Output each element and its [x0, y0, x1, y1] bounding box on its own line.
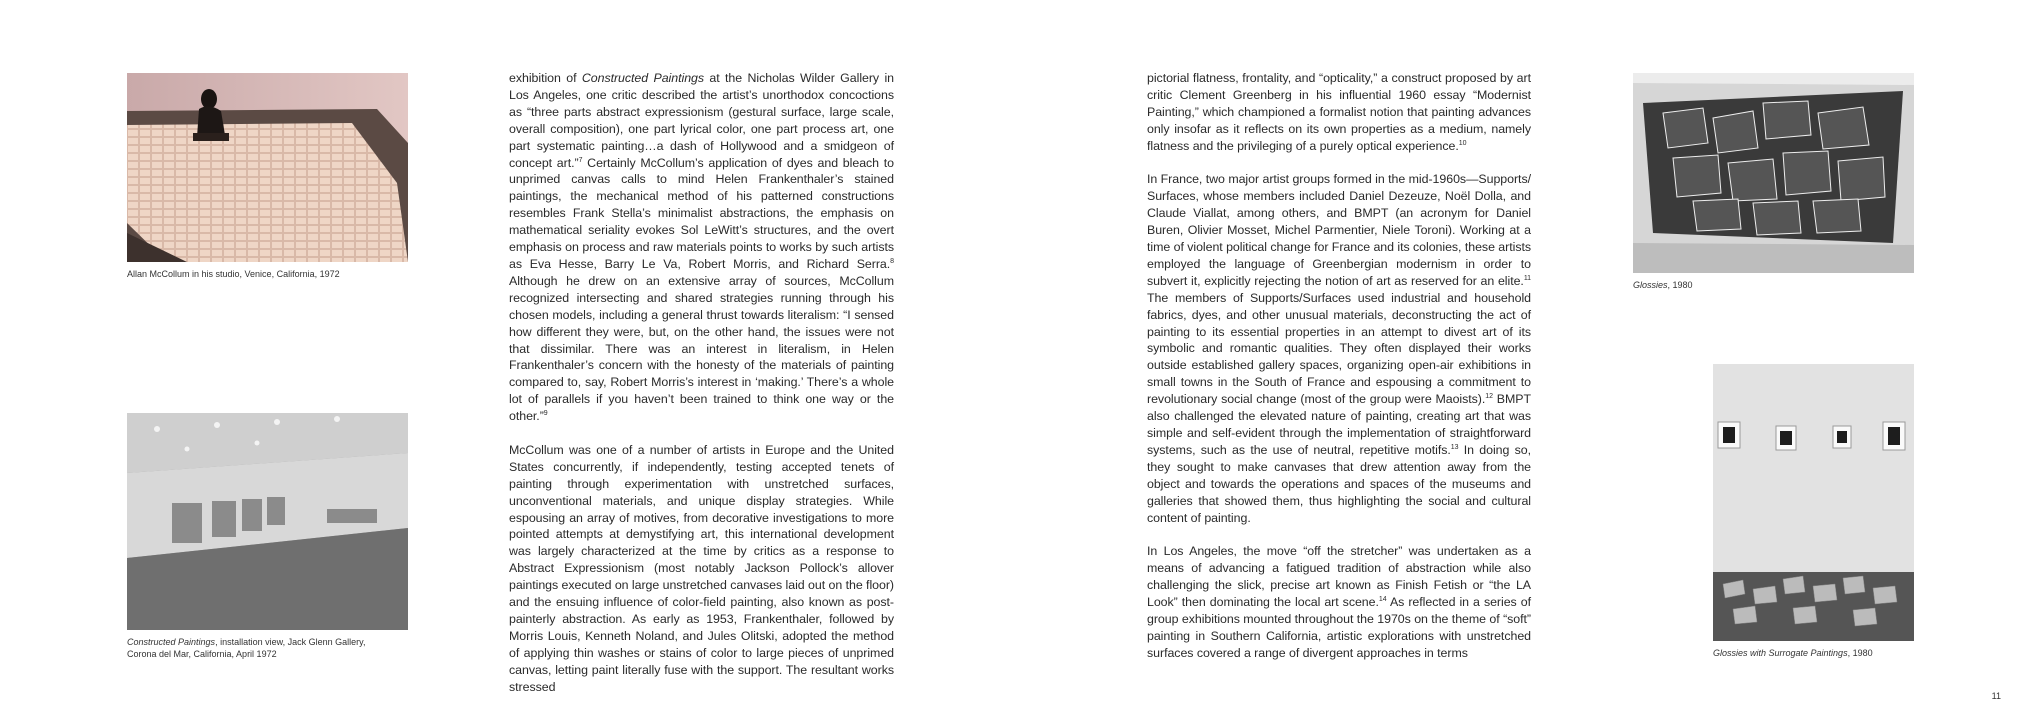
- col1-p1-e: Although he drew on an extensive array of sources, McCollum recognized intersecting and shared strategies running through his chosen models, including a general thrust towards literalism: “I sensed how different they were, but, on the other hand, the issues were not that dissimilar. There was an interest in literalism, in Helen Frankenthaler’s concern with the honesty of the materials of painting compared to, say, Robert Morris’s interest in ‘making.’ There’s a whole lot of parallels if you haven’t been trained to think one way or the other.”: [509, 273, 894, 424]
- gallery-caption: [127, 636, 427, 660]
- col2-p3-a: In Los Angeles, the move “off the stretcher” was undertaken as a means of advancing a fatigued tradition of abstraction while also challenging the slick, precise art known as Finish Fetish or “the LA Look” then dominating the local art scene.: [1147, 544, 1531, 610]
- gallery-caption-title: Constructed Paintings: [127, 637, 216, 647]
- glossies-caption: [1633, 279, 1933, 291]
- col1-p1-c: at the Nicholas Wilder Gallery in Los Angeles, one critic described the artist’s unorthodox concoctions as “three parts abstract expressionism (gestural surface, large scale, overall composition), one part lyrical color, one part process art, one part systematic painting…a dash of Hollywood and a smidgeon of concept art.”: [509, 71, 895, 170]
- footnote-14: 14: [1378, 595, 1387, 603]
- glossies-photo: [1633, 73, 1914, 273]
- glossies-caption-rest: , 1980: [1667, 280, 1693, 290]
- gallery-photo: [127, 413, 408, 630]
- col1-paragraph-2: McCollum was one of a number of artists in Europe and the United States concurrently, if independently, testing accepted tenets of painting through experimentation with unstretched surfaces, unconventional materials, and unique display strategies. While espousing an array of motives, from decorative investigations to more pointed attempts at demystifying art, this international development was largely characterized at the time by critics as a response to Abstract Expressionism (most notably Jackson Pollock’s allover paintings executed on large unstretched canvases laid out on the floor) and the ensuing influence of color-field painting, also known as post-painterly abstraction. As early as 1953, Frankenthaler, followed by Morris Louis, Kenneth Noland, and Jules Olitski, adopted the method of applying thin washes or stains of color to large pieces of unprimed canvas, letting paint literally fuse with the support. The resultant works stressed: [509, 442, 894, 694]
- footnote-13: 13: [1450, 443, 1459, 451]
- col1-p1-d: Certainly McCollum’s application of dyes and bleach to unprimed canvas calls to mind Helen Frankenthaler’s stained paintings, the mechanical method of his patterned constructions resembles Frank Stella’s minimalist abstractions, the emphasis on mathematical seriality evokes Sol LeWitt’s structures, and the overt emphasis on process and raw materials points to works by such artists as Eva Hesse, Barry Le Va, Robert Morris, and Richard Serra.: [509, 155, 895, 271]
- col1-p1-a: exhibition of: [509, 71, 582, 85]
- col2-p2-b: The members of Supports/Surfaces used industrial and household fabrics, dyes, and other unusual materials, deconstructing the act of painting to its essential properties in an attempt to divest art of its symbolic and romantic qualities. They often displayed their works outside established gallery spaces, organizing open-air exhibitions in small towns in the South of France and espousing a commitment to revolutionary social change (most of the group were Maoists).: [1147, 290, 1531, 407]
- gallery-caption-line2: Corona del Mar, California, April 1972: [127, 649, 277, 659]
- footnote-8: 8: [890, 257, 894, 265]
- col1-p1-title: Constructed Paintings: [581, 71, 705, 85]
- col2-paragraph-1: [1147, 70, 1531, 155]
- gallery-caption-rest: , installation view, Jack Glenn Gallery,: [215, 637, 366, 647]
- col2-paragraph-2: [1147, 171, 1531, 526]
- col2-p2-a: In France, two major artist groups formed in the mid-1960s—Supports/ Surfaces, whose members included Daniel Dezeuze, Noël Dolla, and Claude Viallat, among others, and BMPT (an acronym for Daniel Buren, Olivier Mosset, Michel Parmentier, Niele Toroni). Working at a time of violent political change for France and its colonies, these artists employed the language of Greenbergian modernism in order to subvert it, explicitly rejecting the notion of art as reserved for an elite.: [1147, 172, 1531, 288]
- studio-photo: [127, 73, 408, 262]
- footnote-11: 11: [1523, 274, 1531, 282]
- col2-p3-b: As reflected in a series of group exhibitions mounted throughout the 1970s on the theme of “soft” painting in Southern California, artistic explorations with unstretched surfaces covered a range of divergent approaches in terms: [1147, 595, 1531, 660]
- surrogate-caption: [1713, 647, 1973, 659]
- footnote-7: 7: [578, 156, 583, 164]
- surrogate-photo: [1713, 364, 1914, 641]
- text-column-2: [1147, 70, 1531, 679]
- surrogate-caption-title: Glossies with Surrogate Paintings: [1713, 648, 1848, 658]
- footnote-10: 10: [1458, 139, 1467, 147]
- col2-paragraph-3: [1147, 543, 1531, 661]
- glossies-caption-title: Glossies: [1633, 280, 1668, 290]
- col2-p2-d: In doing so, they sought to make canvases that drew attention away from the object and towards the operations and spaces of the museums and galleries that showed them, thus highlighting the social and cultural content of painting.: [1147, 442, 1532, 525]
- text-column-1: [509, 70, 894, 712]
- studio-caption: Allan McCollum in his studio, Venice, California, 1972: [127, 269, 340, 279]
- surrogate-caption-rest: , 1980: [1847, 648, 1873, 658]
- col1-paragraph-1: [509, 70, 894, 425]
- page-number: 11: [1991, 691, 2001, 701]
- footnote-12: 12: [1485, 393, 1493, 401]
- footnote-9: 9: [543, 410, 548, 417]
- col2-p2-c: BMPT also challenged the elevated nature of painting, creating art that was simple and self-evident through the implementation of straightforward systems, such as the use of neutral, repetitive motifs.: [1147, 392, 1531, 457]
- col2-p1-a: pictorial flatness, frontality, and “opticality,” a construct proposed by art critic Clement Greenberg in his influential 1960 essay “Modernist Painting,” which championed a formalist notion that painting advances only insofar as it reflects on its own properties as a medium, namely flatness and the privileging of a purely optical experience.: [1147, 71, 1531, 153]
